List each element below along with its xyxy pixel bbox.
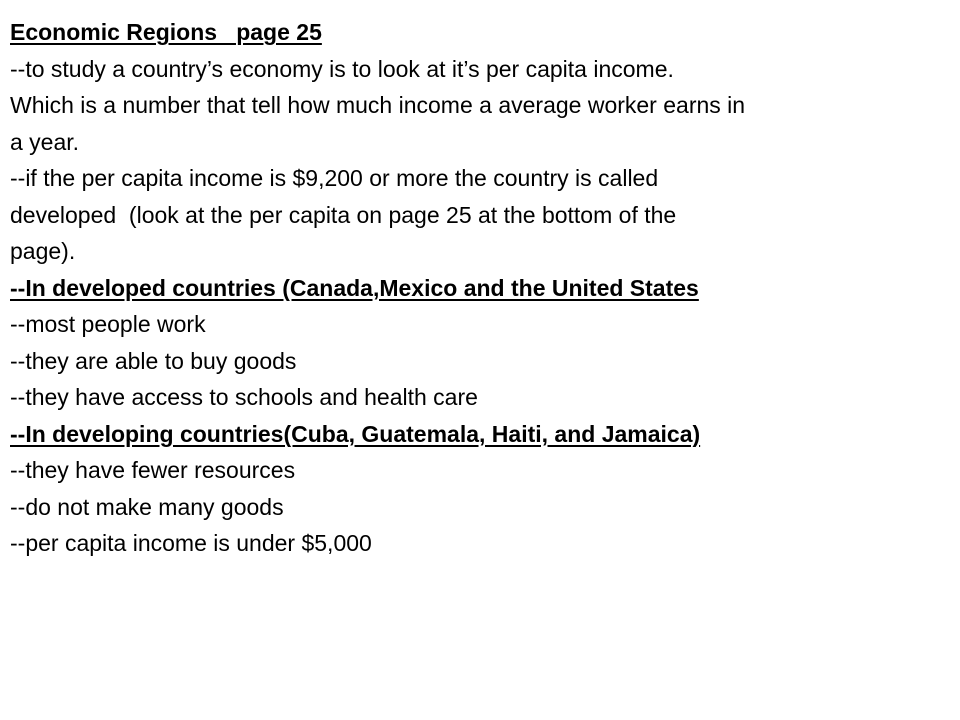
- developing-item-fewer-resources: --they have fewer resources: [10, 457, 296, 483]
- intro-line-3: a year.: [10, 128, 80, 155]
- intro-line-1: --to study a country’s economy is to look at it’s per capita income.: [10, 55, 674, 82]
- intro-line-2: Which is a number that tell how much income a average worker earns in: [10, 92, 746, 118]
- developed-item-buy-goods: --they are able to buy goods: [10, 347, 297, 374]
- developing-item-income-under: --per capita income is under $5,000: [10, 530, 372, 556]
- developed-definition-line-2: developed (look at the per capita on page 25 at the bottom of the: [10, 201, 677, 228]
- developed-item-most-people-work: --most people work: [10, 311, 206, 337]
- developed-definition-line-3: page).: [10, 238, 76, 264]
- developing-item-few-goods: --do not make many goods: [10, 493, 284, 520]
- developed-definition-line-1: --if the per capita income is $9,200 or more the country is called: [10, 165, 659, 191]
- page-title: Economic Regions page 25: [10, 19, 322, 45]
- developed-countries-heading: --In developed countries (Canada,Mexico and the United States: [10, 274, 699, 301]
- developing-countries-heading: --In developing countries(Cuba, Guatemala, Haiti, and Jamaica): [10, 420, 701, 447]
- developed-item-schools-health: --they have access to schools and health care: [10, 384, 478, 410]
